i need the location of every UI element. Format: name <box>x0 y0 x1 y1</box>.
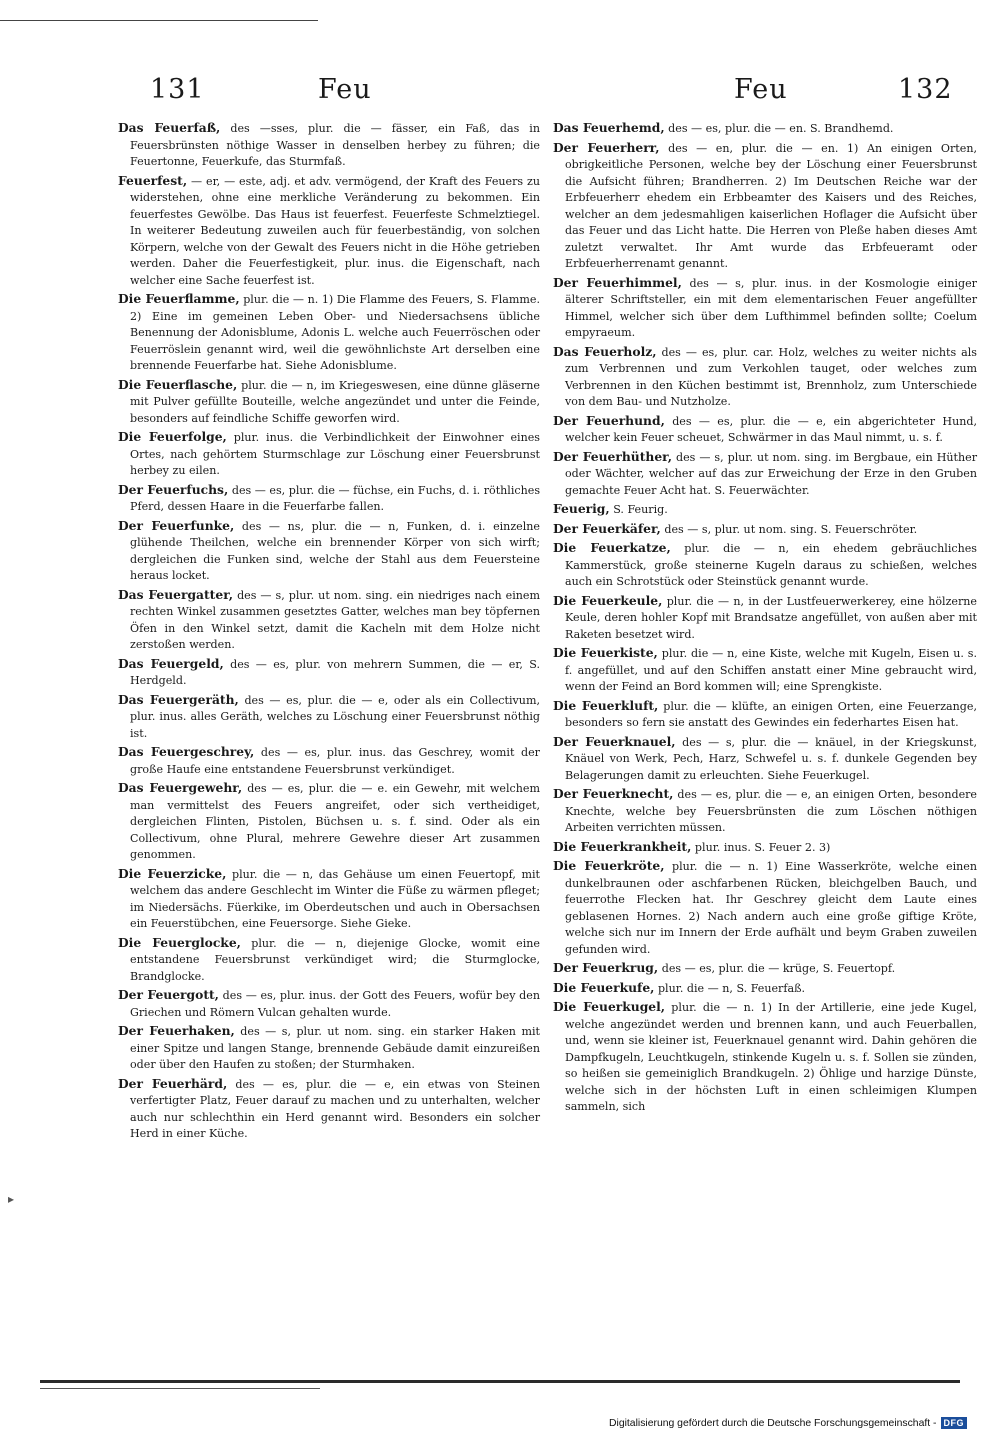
dictionary-entry <box>553 960 977 978</box>
entry-text: plur. die — n, in der Lustfeuerwerkerey, eine hölzerne Keule, deren hohler Kopf mit Brandsatze angefüllet, von außen aber mit Raketen besetzet wird. <box>565 594 977 641</box>
dictionary-entry <box>118 780 540 864</box>
entry-headword: Feuerfest, <box>118 172 188 188</box>
dictionary-entry <box>553 140 977 273</box>
dictionary-entry <box>118 692 540 743</box>
entry-headword: Die Feuerkugel, <box>553 999 666 1014</box>
entry-headword: Der Feuerfunke, <box>118 517 235 533</box>
entry-text: des — es, plur. die — e, ein etwas von Steinen verfertigter Platz, Feuer darauf zu machen und zu unterhalten, welcher auch nur schlechthin ein Herd genannt wird. Besonders ein solcher Herd in einer Küche. <box>130 1077 540 1140</box>
entry-headword: Das Feuerfaß, <box>118 120 221 135</box>
entry-text: des — s, plur. die — knäuel, in der Kriegskunst, Knäuel von Werk, Pech, Harz, Schwefel u. s. f. dunkele Gegenden bey Belagerungen damit zu erleuchten. Siehe Feuerkugel. <box>565 735 977 782</box>
entry-headword: Die Feuerkrankheit, <box>553 838 692 854</box>
entry-text: des — es, plur. die — e, an einigen Orten, besondere Knechte, welche bey Feuersbrünsten die zum Löschen nöthigen Arbeiten verrichten müssen. <box>565 788 978 834</box>
dictionary-entry <box>118 935 540 986</box>
dictionary-entry <box>553 858 977 958</box>
dictionary-entry <box>118 120 540 171</box>
dictionary-entry <box>553 501 977 519</box>
entry-headword: Der Feuerkrug, <box>553 960 659 975</box>
entry-text: plur. die — n. 1) Die Flamme des Feuers, S. Flamme. 2) Eine im gemeinen Leben Ober- und Niedersachsens übliche Benennung der Adonisblume, Adonis L. welche auch Feuerröschen oder Feuerröslein genannt wird, weil die gewöhnlichste Art derselben eine brennende Feuerfarbe hat. Siehe Adonisblume. <box>130 293 540 372</box>
entry-headword: Die Feuerkiste, <box>553 645 658 660</box>
footer-credit-text: Digitalisierung gefördert durch die Deutsche Forschungsgemeinschaft - <box>609 1417 937 1429</box>
entry-headword: Der Feuergott, <box>118 987 219 1002</box>
right-page-number: 132 <box>898 74 953 105</box>
dictionary-entry <box>553 120 977 138</box>
entry-text: des — es, plur. die — en. S. Brandhemd. <box>664 122 894 135</box>
dictionary-entry <box>553 999 977 1116</box>
dictionary-entry <box>118 987 540 1021</box>
right-column-word: Feu <box>734 74 788 105</box>
entry-headword: Die Feuerkröte, <box>553 858 665 873</box>
top-rule <box>0 20 318 21</box>
entry-headword: Der Feuerfuchs, <box>118 481 229 497</box>
entry-text: plur. die — n, diejenige Glocke, womit eine entstandene Feuersbrunst verkündiget wird; die Sturmglocke, Brandglocke. <box>130 936 540 983</box>
dictionary-entry <box>118 1023 540 1074</box>
entry-headword: Das Feuergeschrey, <box>118 744 255 759</box>
dictionary-entry <box>553 980 977 998</box>
entry-headword: Das Feuergeld, <box>118 655 224 671</box>
entry-text: plur. die — n, eine Kiste, welche mit Kugeln, Eisen u. s. f. angefüllet, und auf den Schiffen anstatt einer Mine gebraucht wird, wenn der Feind an Bord kommen will; eine Sprengkiste. <box>565 647 977 693</box>
entry-text: des — ns, plur. die — n, Funken, d. i. einzelne glühende Theilchen, welche ein brennender Körper von sich wirft; dergleichen die Funken sind, welche der Stahl aus dem Feuersteine heraus locket. <box>130 519 540 582</box>
entry-headword: Der Feuerhaken, <box>118 1023 235 1038</box>
entry-text: plur. die — n. 1) Eine Wasserkröte, welche einen dunkelbraunen oder aschfarbenen Rücken, bleichgelben Bauch, und feuerrothe Flecken hat. Ihr Geschrey gleicht dem Laute eines geblasenen Hornes. 2) Nach andern auch eine große giftige Kröte, welche sich nur im Innern der Erde aufhält und beym Graben zuweilen gefunden wird. <box>565 860 977 956</box>
entry-text: plur. inus. die Verbindlichkeit der Einwohner eines Ortes, nach gehörtem Sturmschlage zur Löschung einer Feuersbrunst herbey zu eilen. <box>130 431 540 477</box>
dictionary-entry <box>118 173 540 290</box>
entry-headword: Der Feuerhärd, <box>118 1075 228 1091</box>
entry-headword: Der Feuerhund, <box>553 412 665 428</box>
entry-text: des — es, plur. die — e. ein Gewehr, mit welchem man vermittelst des Feuers angreifet, oder sich vertheidiget, dergleichen Flinten, Pistolen, Büchsen u. s. f. sind. Oder als ein Collectivum, ohne Plural, mehrere Gewehre dieser Art zusammen genommen. <box>130 782 540 861</box>
entry-text: des — s, plur. ut nom. sing. ein niedriges nach einem rechten Winkel zusammen gesetztes Gatter, welches man bey töpfernen Öfen in den Winkel setzt, damit die Kacheln mit dem Holze nicht zerstoßen werden. <box>130 588 540 651</box>
bottom-rule-thin <box>40 1388 320 1389</box>
left-page-number: 131 <box>150 74 205 105</box>
entry-text: plur. die — n. 1) In der Artillerie, eine jede Kugel, welche angezündet werden und brennen kann, und auch Feuerballen, und, wenn sie kleiner ist, Feuerknauel genannt wird. Dahin gehören die Dampfkugeln, Leuchtkugeln, stinkende Kugeln u. s. f. Sollen sie zünden, so heißen sie gemeiniglich Brandkugeln. 2) Öhlige und harzige Dünste, welche sich in der höchsten Luft in einen schleimigen Klumpen sammeln, sich <box>565 1001 977 1113</box>
entry-headword: Das Feuergewehr, <box>118 780 243 795</box>
entry-headword: Das Feuergeräth, <box>118 691 239 707</box>
entry-text: plur. die — n, ein ehedem gebräuchliches Kammerstück, große steinerne Kugeln daraus zu schießen, welches auch ein Schrotstück oder Steinstück genannt wurde. <box>565 542 977 588</box>
dictionary-entry <box>553 540 977 591</box>
entry-headword: Die Feuerzicke, <box>118 865 227 881</box>
entry-headword: Der Feuerknauel, <box>553 733 676 749</box>
dictionary-entry <box>118 587 540 654</box>
entry-headword: Die Feuerkeule, <box>553 592 663 608</box>
entry-text: des —sses, plur. die — fässer, ein Faß, das in Feuersbrünsten nöthige Wasser in denselben herbey zu führen; die Feuertonne, Feuerkufe, das Sturmfaß. <box>130 122 540 168</box>
margin-mark: ▸ <box>8 1192 15 1206</box>
entry-headword: Das Feuerholz, <box>553 343 657 359</box>
dictionary-entry <box>553 449 977 500</box>
dictionary-entry <box>118 656 540 690</box>
entry-headword: Die Feuerkluft, <box>553 697 659 713</box>
entry-text: S. Feurig. <box>609 503 668 516</box>
entry-text: des — s, plur. ut nom. sing. im Bergbaue, ein Hüther oder Wächter, welcher auf das zur Erweichung der Erze in den Gruben gemachte Feuer Acht hat. S. Feuerwächter. <box>565 450 978 497</box>
entry-headword: Das Feuergatter, <box>118 586 234 602</box>
entry-text: des — es, plur. die — e, ein abgerichteter Hund, welcher kein Feuer scheuet, Schwärmer in das Maul nimmt, u. s. f. <box>565 414 977 444</box>
dfg-logo[interactable]: DFG <box>941 1417 968 1429</box>
entry-headword: Die Feuerglocke, <box>118 934 241 950</box>
dictionary-entry <box>118 291 540 375</box>
entry-headword: Die Feuerflasche, <box>118 376 238 392</box>
bottom-rule <box>40 1380 960 1383</box>
entry-headword: Der Feuerkäfer, <box>553 520 661 536</box>
entry-text: plur. die — n, das Gehäuse um einen Feuertopf, mit welchem das andere Geschlecht im Winter die Füße zu wärmen pfleget; im Niedersächs. Füerkike, im Oberdeutschen und auch in Obersachsen ein Feuerstübchen, eine Feuersorge. Siehe Gieke. <box>130 867 540 930</box>
dictionary-entry <box>553 521 977 539</box>
entry-text: des — es, plur. die — krüge, S. Feuertopf. <box>658 962 896 975</box>
dictionary-entry <box>118 1076 540 1143</box>
entry-headword: Das Feuerhemd, <box>553 120 665 135</box>
entry-text: plur. inus. S. Feuer 2. 3) <box>691 840 831 854</box>
dictionary-entry <box>118 744 540 778</box>
dictionary-entry <box>553 593 977 644</box>
entry-headword: Der Feuerhüther, <box>553 448 673 464</box>
dictionary-entry <box>118 429 540 480</box>
dictionary-entry <box>118 866 540 933</box>
entry-text: des — es, plur. die — e, oder als ein Collectivum, plur. inus. alles Geräth, welches zu Löschung einer Feuersbrunst nöthig ist. <box>130 693 540 740</box>
entry-text: des — en, plur. die — en. 1) An einigen Orten, obrigkeitliche Personen, welche bey der Löschung einer Feuersbrunst die Aufsicht führen; Brandherren. 2) Im Deutschen Reiche war der Erbfeuerherr ehedem ein Erbbeamter des Kaisers und des Reiches, welcher an dem jedesmahligen kaiserlichen Hoflager die Aufsicht über das Feuer und das Licht hatte. Die Herren von Pleße haben dieses Amt zuletzt verwaltet. Ihr Amt wurde das Erbfeueramt oder Erbfeuerherrenamt genannt. <box>565 141 978 270</box>
entry-text: des — es, plur. car. Holz, welches zu weiter nichts als zum Verbrennen und zum Verkohlen tauget, oder welches zum Verbrennen in den Küchen bestimmt ist, Brennholz, zum Unterschiede von dem Bau- und Nutzholze. <box>565 345 977 408</box>
entry-text: des — es, plur. von mehrern Summen, die — er, S. Herdgeld. <box>130 657 540 687</box>
entry-text: des — s, plur. ut nom. sing. S. Feuerschröter. <box>660 522 918 536</box>
entry-text: des — s, plur. ut nom. sing. ein starker Haken mit einer Spitze und langen Stange, brennende Gebäude damit einzureißen oder über den Haufen zu stoßen; der Sturmhaken. <box>130 1025 540 1071</box>
entry-headword: Feuerig, <box>553 501 610 516</box>
entry-text: plur. die — n, S. Feuerfaß. <box>654 981 806 995</box>
dictionary-entry <box>553 839 977 857</box>
left-column-word: Feu <box>318 74 372 105</box>
dictionary-entry <box>118 518 540 585</box>
dictionary-entry <box>553 734 977 785</box>
entry-headword: Die Feuerkatze, <box>553 540 671 555</box>
dictionary-entry <box>553 645 977 696</box>
entry-headword: Die Feuerflamme, <box>118 291 240 306</box>
entry-text: des — es, plur. die — füchse, ein Fuchs, d. i. röthliches Pferd, dessen Haare in die Feuerfarbe fallen. <box>130 483 541 513</box>
left-column <box>118 120 540 1145</box>
right-column <box>553 120 977 1118</box>
dictionary-entry <box>118 482 540 516</box>
entry-text: plur. die — klüfte, an einigen Orten, eine Feuerzange, besonders so fern sie anstatt des Gewindes ein federhartes Eisen hat. <box>565 699 977 729</box>
dictionary-entry <box>553 698 977 732</box>
entry-text: des — es, plur. inus. das Geschrey, womit der große Haufe eine entstandene Feuersbrunst verkündiget. <box>130 746 540 776</box>
dictionary-entry <box>553 786 977 837</box>
dictionary-entry <box>553 413 977 447</box>
entry-text: des — s, plur. inus. in der Kosmologie einiger älterer Schriftsteller, ein mit dem elementarischen Feuer angefüllter Himmel, welcher sich über dem Lufthimmel befinden sollte; Coelum empyraeum. <box>565 276 977 339</box>
dictionary-entry <box>118 377 540 428</box>
entry-text: — er, — este, adj. et adv. vermögend, der Kraft des Feuers zu widerstehen, ohne eine merkliche Veränderung zu bekommen. Ein feuerfestes Gewölbe. Das Haus ist feuerfest. Feuerfeste Schmelztiegel. In weiterer Bedeutung zuweilen auch für feuerbeständig, von solchen Körpern, welche von der Gewalt des Feuers nicht in die Höhe getrieben werden. Daher die Feuerfestigkeit, plur. inus. die Eigenschaft, nach welcher eine Sache feuerfest ist. <box>130 174 540 287</box>
dictionary-entry <box>553 275 977 342</box>
footer-credit <box>609 1417 967 1429</box>
entry-headword: Die Feuerfolge, <box>118 429 227 444</box>
entry-headword: Der Feuerherr, <box>553 139 660 155</box>
entry-text: des — es, plur. inus. der Gott des Feuers, wofür bey den Griechen und Römern Vulcan gehalten wurde. <box>130 989 540 1019</box>
entry-headword: Der Feuerhimmel, <box>553 274 682 290</box>
entry-headword: Der Feuerknecht, <box>553 786 674 801</box>
entry-headword: Die Feuerkufe, <box>553 979 655 995</box>
entry-text: plur. die — n, im Kriegeswesen, eine dünne gläserne mit Pulver gefüllte Bouteille, welche angezündet und unter die Feinde, besonders auf feindliche Schiffe geworfen wird. <box>130 378 540 425</box>
dictionary-entry <box>553 344 977 411</box>
